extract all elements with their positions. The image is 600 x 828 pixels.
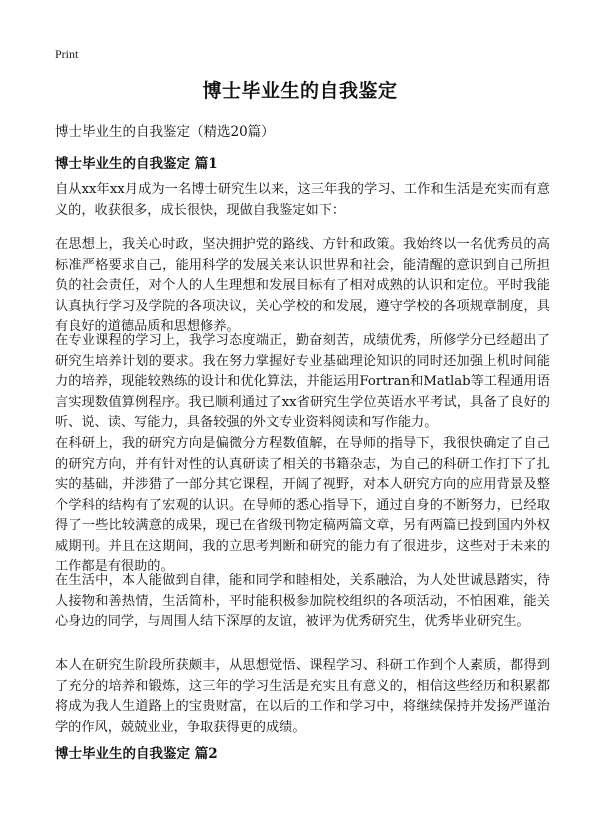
- paragraph-coursework: 在专业课程的学习上，我学习态度端正，勤奋刻苦，成绩优秀，所修学分已经超出了研究生培养计划的要求。我在努力掌握好专业基础理论知识的同时还加强上机时间能力的培养，现能较熟练的设计和优化算法，并能运用Fortran和Matlab等工程通用语言实现数值算例程序。我已顺利通过了xx省研究生学位英语水平考试，具备了良好的听、说、读、写能力，具备较强的外文专业资料阅读和写作能力。: [55, 333, 550, 430]
- section-heading-1: 博士毕业生的自我鉴定 篇1: [55, 156, 218, 172]
- paragraph-research: 在科研上，我的研究方向是偏微分方程数值解，在导师的指导下，我很快确定了自己的研究方向，并有针对性的认真研读了相关的书籍杂志，为自己的科研工作打下了扎实的基础，并涉猎了一部分其它课程，开阔了视野，对本人研究方向的应用背景及整个学科的结构有了宏观的认识。在导师的悉心指导下，通过自身的不断努力，已经取得了一些比较满意的成果，现已在省级刊物定稿两篇文章，另有两篇已投到国内外权威期刊。并且在这期间，我的立思考判断和研究的能力有了很进步，这些对于未来的工作都是有很助的。: [55, 436, 550, 574]
- paragraph-summary: 本人在研究生阶段所获颇丰，从思想觉悟、课程学习、科研工作到个人素质，都得到了充分的培养和锻炼，这三年的学习生活是充实且有意义的，相信这些经历和积累都将成为我人生道路上的宝贵财富，在以后的工作和学习中，将继续保持并发扬严谨治学的作风，兢兢业业，争取获得更的成绩。: [55, 658, 550, 735]
- page-title: 博士毕业生的自我鉴定: [202, 80, 398, 102]
- paragraph-ideology: 在思想上，我关心时政，坚决拥护党的路线、方针和政策。我始终以一名优秀员的高标准严格要求自己，能用科学的发展关来认识世界和社会，能清醒的意识到自己所担负的社会责任，对个人的人生理想和发展目标有了相对成熟的认识和定位。平时我能认真执行学习及学院的各项决议，关心学校的和发展，遵守学校的各项规章制度，具有良好的道德品质和思想修养。: [55, 237, 550, 334]
- paragraph-intro: 自从xx年xx月成为一名博士研究生以来，这三年我的学习、工作和生活是充实而有意义的，收获很多，成长很快，现做自我鉴定如下：: [55, 182, 550, 218]
- paragraph-life: 在生活中，本人能做到自律，能和同学和睦相处，关系融洽，为人处世诚恳踏实，待人接物和善热情，生活简朴，平时能积极参加院校组织的各项活动，不怕困难，能关心身边的同学，与周围人结下深厚的友谊，被评为优秀研究生，优秀毕业研究生。: [55, 573, 550, 629]
- section-heading-2: 博士毕业生的自我鉴定 篇2: [55, 746, 218, 762]
- print-link[interactable]: Print: [55, 47, 79, 61]
- document-subtitle: 博士毕业生的自我鉴定（精选20篇）: [55, 124, 275, 140]
